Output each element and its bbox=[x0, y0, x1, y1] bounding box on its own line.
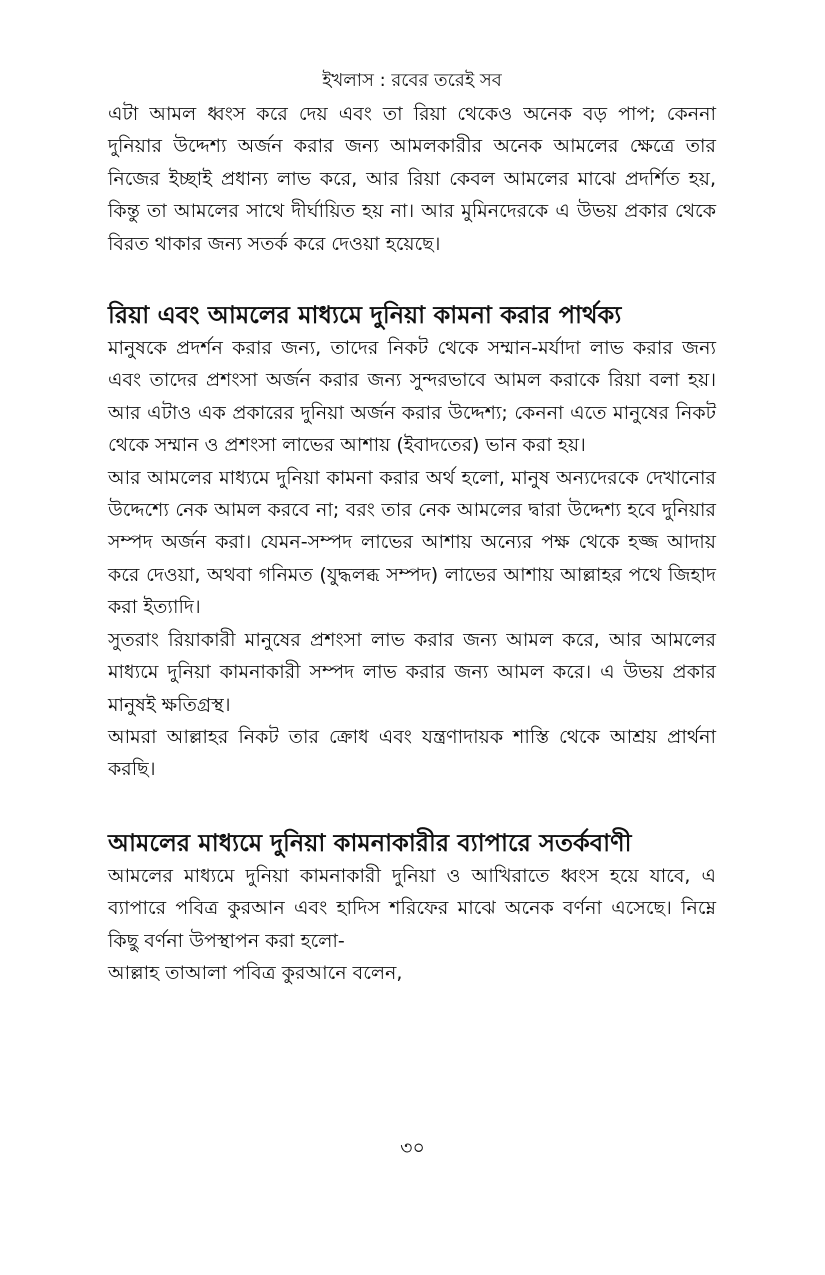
section-spacer bbox=[108, 260, 716, 298]
section1-paragraph-2: আর আমলের মাধ্যমে দুনিয়া কামনা করার অর্থ হলো, মানুষ অন্যদেরকে দেখানোর উদ্দেশ্যে নেক আমল করবে না; বরং তার নেক আমলের দ্বারা উদ্দেশ্য হবে দুনিয়ার সম্পদ অর্জন করা। যেমন-সম্পদ লাভের আশায় অন্যের পক্ষ থেকে হজ্জ আদায় করে দেওয়া, অথবা গনিমত (যুদ্ধলব্ধ সম্পদ) লাভের আশায় আল্লাহর পথে জিহাদ করা ইত্যাদি। bbox=[108, 466, 716, 619]
running-header: ইখলাস : রবের তরেই সব bbox=[322, 70, 502, 91]
section1-paragraph-4: আমরা আল্লাহর নিকট তার ক্রোধ এবং যন্ত্রণাদায়ক শাস্তি থেকে আশ্রয় প্রার্থনা করছি। bbox=[108, 725, 716, 781]
section1-paragraph-1: মানুষকে প্রদর্শন করার জন্য, তাদের নিকট থেকে সম্মান-মর্যাদা লাভ করার জন্য এবং তাদের প্রশংসা অর্জন করার জন্য সুন্দরভাবে আমল করাকে রিয়া বলা হয়। আর এটাও এক প্রকারের দুনিয়া অর্জন করার উদ্দেশ্য; কেননা এতে মানুষের নিকট থেকে সম্মান ও প্রশংসা লাভের আশায় (ইবাদতের) ভান করা হয়। bbox=[108, 337, 716, 457]
intro-paragraph: এটা আমল ধ্বংস করে দেয় এবং তা রিয়া থেকেও অনেক বড় পাপ; কেননা দুনিয়ার উদ্দেশ্য অর্জন করার জন্য আমলকারীর অনেক আমলের ক্ষেত্রে তার নিজের ইচ্ছাই প্রধান্য লাভ করে, আর রিয়া কেবল আমলের মাঝে প্রদর্শিত হয়, কিন্তু তা আমলের সাথে দীর্ঘায়িত হয় না। আর মুমিনদেরকে এ উভয় প্রকার থেকে বিরত থাকার জন্য সতর্ক করে দেওয়া হয়েছে। bbox=[108, 103, 716, 255]
section2-paragraph-1: আমলের মাধ্যমে দুনিয়া কামনাকারী দুনিয়া ও আখিরাতে ধ্বংস হয়ে যাবে, এ ব্যাপারে পবিত্র কুরআন এবং হাদিস শরিফের মাঝে অনেক বর্ণনা এসেছে। নিম্নে কিছু বর্ণনা উপস্থাপন করা হলো- bbox=[108, 864, 716, 952]
page-body bbox=[108, 64, 716, 989]
section-heading-difference: রিয়া এবং আমলের মাধ্যমে দুনিয়া কামনা করার পার্থক্য bbox=[108, 301, 622, 330]
section-spacer bbox=[108, 786, 716, 826]
section1-paragraph-3: সুতরাং রিয়াকারী মানুষের প্রশংসা লাভ করার জন্য আমল করে, আর আমলের মাধ্যমে দুনিয়া কামনাকারী সম্পদ লাভ করার জন্য আমল করে। এ উভয় প্রকার মানুষই ক্ষতিগ্রস্থ। bbox=[108, 628, 716, 716]
page-number: ৩০ bbox=[400, 1137, 425, 1159]
section2-paragraph-2: আল্লাহ তাআলা পবিত্র কুরআনে বলেন, bbox=[108, 961, 403, 984]
section-heading-warning: আমলের মাধ্যমে দুনিয়া কামনাকারীর ব্যাপারে সতর্কবাণী bbox=[108, 828, 632, 857]
